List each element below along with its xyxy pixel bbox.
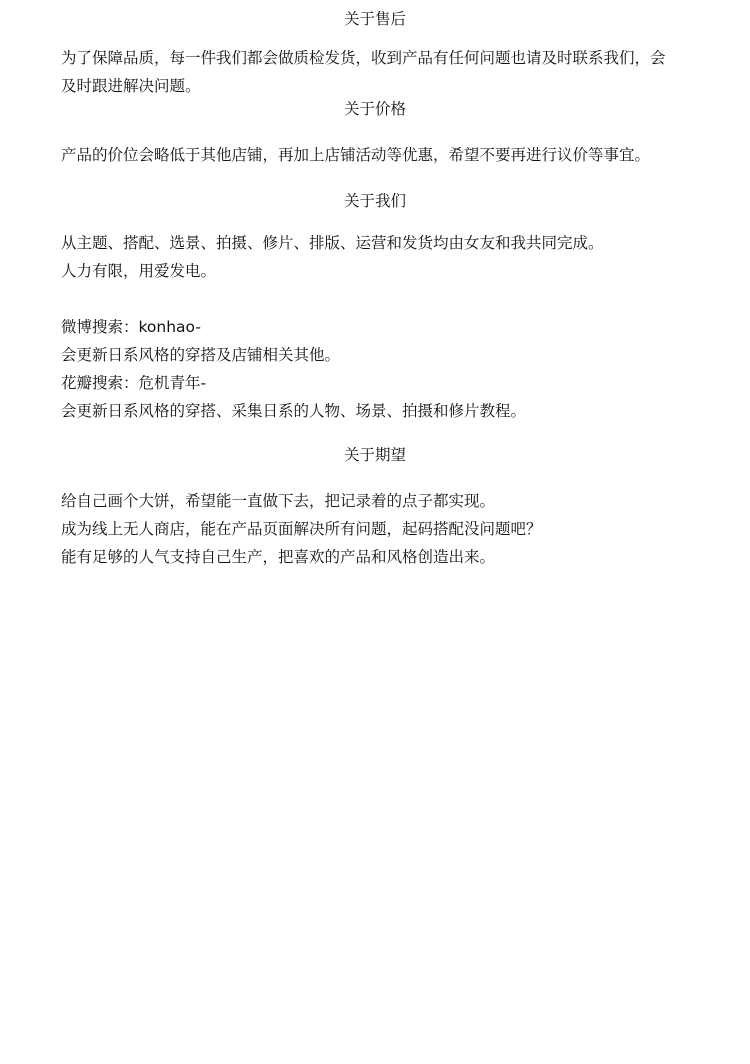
heading-after-sales: 关于售后 [343,10,406,28]
after-sales-text-line-2: 及时跟进解决问题。 [61,77,201,95]
heading-expectations: 关于期望 [343,446,406,464]
huaban-description-line: 会更新日系风格的穿搭、采集日系的人物、场景、拍摄和修片教程。 [61,402,527,420]
pricing-text-line-1: 产品的价位会略低于其他店铺，再加上店铺活动等优惠，希望不要再进行议价等事宜。 [61,146,651,164]
about-us-text-line-1: 从主题、搭配、选景、拍摄、修片、排版、运营和发货均由女友和我共同完成。 [61,234,604,252]
weibo-description-line: 会更新日系风格的穿搭及店铺相关其他。 [61,346,341,364]
weibo-search-line: 微博搜索：konhao- [61,318,201,336]
heading-about-us: 关于我们 [343,192,406,210]
about-us-text-line-2: 人力有限，用爱发电。 [61,262,217,280]
expectations-text-line-1: 给自己画个大饼，希望能一直做下去，把记录着的点子都实现。 [61,492,496,510]
expectations-text-line-3: 能有足够的人气支持自己生产，把喜欢的产品和风格创造出来。 [61,548,496,566]
after-sales-text-line-1: 为了保障品质，每一件我们都会做质检发货，收到产品有任何问题也请及时联系我们，会 [61,49,666,67]
huaban-search-line: 花瓣搜索：危机青年- [61,374,207,392]
expectations-text-line-2: 成为线上无人商店，能在产品页面解决所有问题，起码搭配没问题吧？ [61,520,542,538]
heading-pricing: 关于价格 [343,100,406,118]
